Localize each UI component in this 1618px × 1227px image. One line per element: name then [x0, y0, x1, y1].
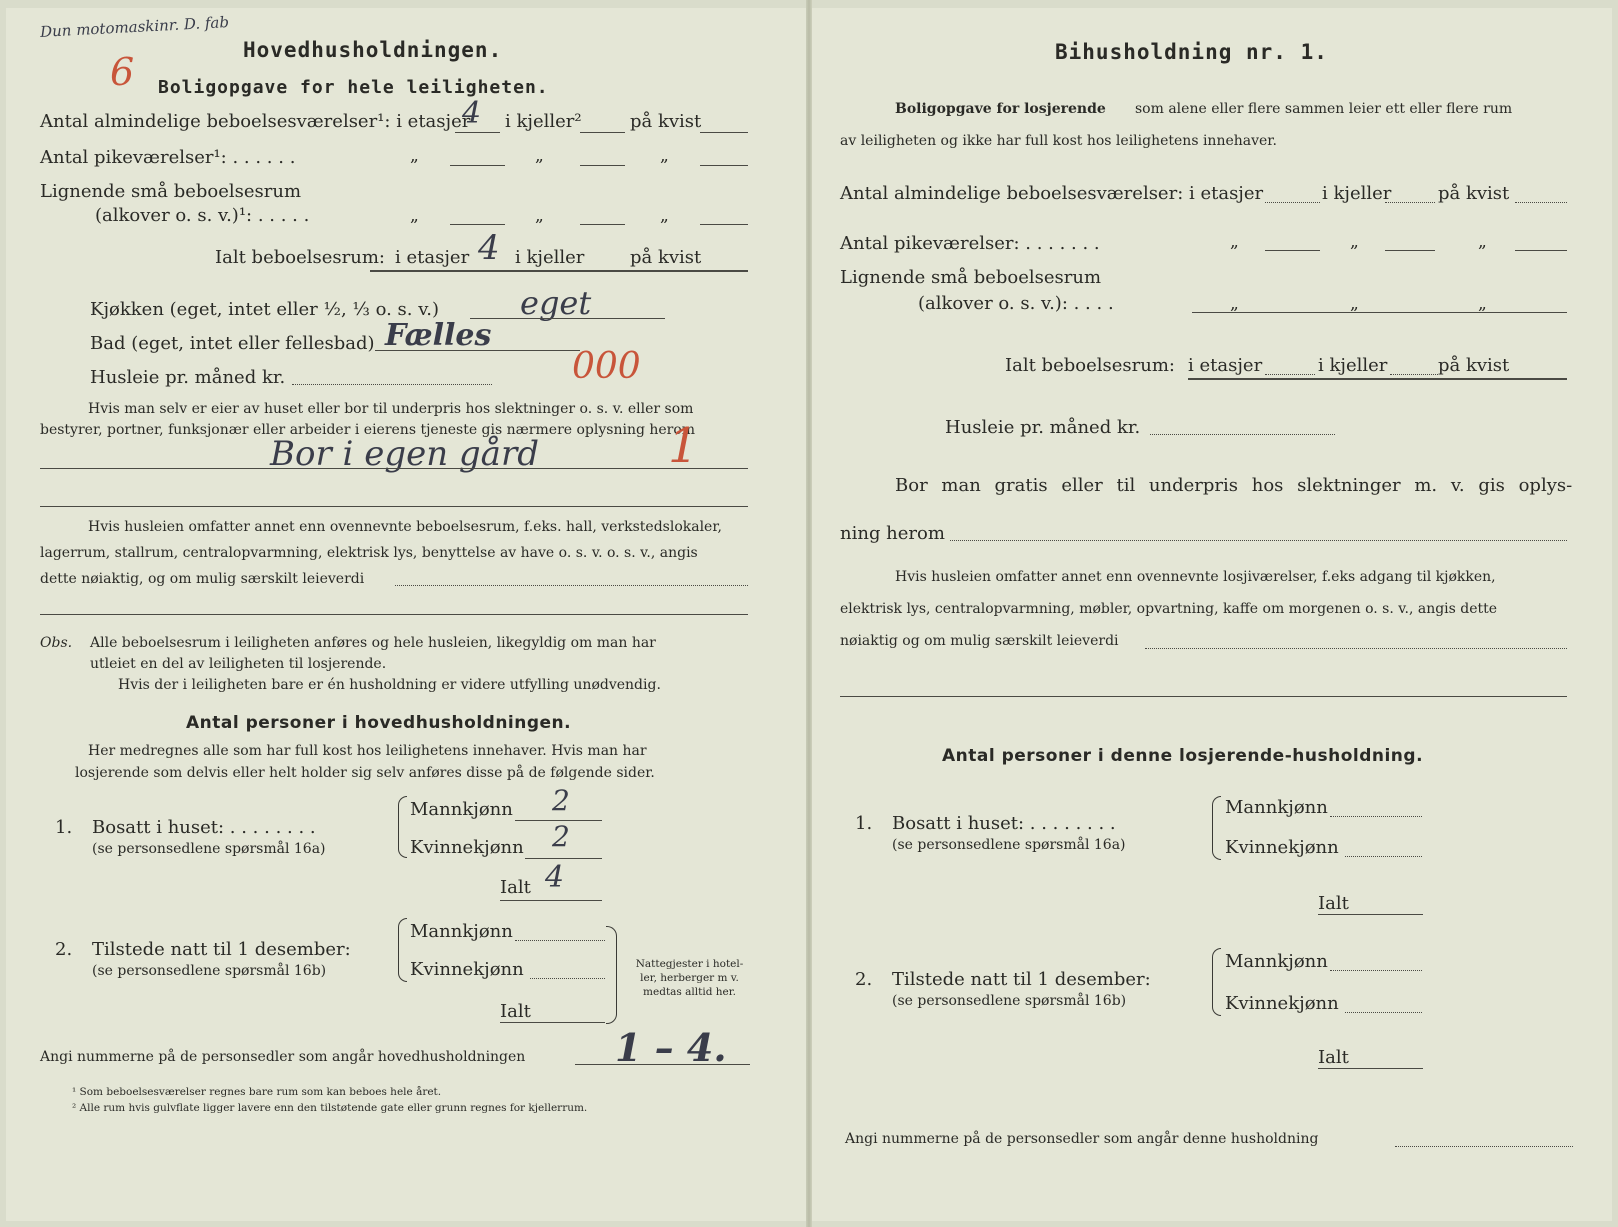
main-subtitle: Boligopgave for hele leiligheten.	[158, 77, 549, 98]
bi-tilstede-kvinne-label: Kvinnekjønn	[1225, 993, 1339, 1014]
ialt-etasjer-label: i etasjer	[395, 247, 470, 268]
bi-tilstede-sub: (se personsedlene spørsmål 16b)	[892, 993, 1127, 1009]
bosatt-kvinne-label: Kvinnekjønn	[410, 837, 524, 858]
eier-text-1: Hvis man selv er eier av huset eller bor til underpris hos slektninger o. s. v. eller som	[88, 401, 694, 417]
bi-kjeller-label: i kjeller	[1322, 183, 1392, 204]
bi-bosatt-ialt-label: Ialt	[1318, 893, 1349, 914]
bi-angi-label: Angi nummerne på de personsedler som angår denne husholdning	[845, 1131, 1319, 1147]
tilstede-note-1: Nattegjester i hotel-	[635, 958, 744, 970]
tilstede-num: 2.	[55, 939, 73, 960]
ialt-rooms-label: Ialt beboelsesrum:	[215, 247, 385, 268]
rooms-etasjer-value[interactable]: 4	[462, 96, 482, 131]
bosatt-ialt-value[interactable]: 4	[545, 860, 565, 895]
bi-title: Bihusholdning nr. 1.	[1055, 40, 1328, 64]
pike-q3: „	[660, 146, 669, 166]
tilstede-label: Tilstede natt til 1 desember:	[92, 939, 351, 960]
bi-ialt-kvist-label: på kvist	[1438, 355, 1510, 376]
persons-text-2: losjerende som delvis eller helt holder sig selv anføres disse på de følgende sider.	[75, 765, 655, 781]
obs-text-3: Hvis der i leiligheten bare er én husholdning er videre utfylling unødvendig.	[118, 677, 661, 693]
bi-intro-1b: som alene eller flere sammen leier ett eller flere rum	[1135, 101, 1513, 117]
bi-bosatt-num: 1.	[855, 813, 873, 834]
omfatter-text-1: Hvis husleien omfatter annet enn ovennevnte beboelsesrum, f.eks. hall, verkstedslokaler,	[88, 519, 722, 535]
pike-q1: „	[410, 146, 419, 166]
bosatt-mann-label: Mannkjønn	[410, 799, 513, 820]
tilstede-kvinne-label: Kvinnekjønn	[410, 959, 524, 980]
eier-text-2: bestyrer, portner, funksjonær eller arbeider i eierens tjeneste gis nærmere oplysning herom	[40, 422, 696, 438]
omfatter-text-2: lagerrum, stallrum, centralopvarmning, elektrisk lys, benyttelse av have o. s. v. o. s. v., angis	[40, 545, 698, 561]
bad-value[interactable]: Fælles	[385, 318, 492, 353]
alkove-label-b: (alkover o. s. v.)¹: . . . . .	[95, 205, 310, 226]
angi-label: Angi nummerne på de personsedler som angår hovedhusholdningen	[40, 1049, 526, 1065]
bosatt-sub: (se personsedlene spørsmål 16a)	[92, 841, 326, 857]
bi-pike-q1: „	[1230, 232, 1239, 252]
bi-tilstede-num: 2.	[855, 969, 873, 990]
bi-gratis-2: ning herom	[840, 523, 945, 544]
bi-rooms-label: Antal almindelige beboelsesværelser: i etasjer	[840, 183, 1264, 204]
rooms-kvist-label: på kvist	[630, 111, 702, 132]
bosatt-label: Bosatt i huset: . . . . . . . .	[92, 817, 316, 838]
obs-text-2: utleiet en del av leiligheten til losjerende.	[90, 656, 387, 672]
bi-intro-2: av leiligheten og ikke har full kost hos leilighetens innehaver.	[840, 133, 1277, 149]
bad-label: Bad (eget, intet eller fellesbad)	[90, 333, 375, 354]
page-fold	[806, 0, 812, 1227]
persons-text-1: Her medregnes alle som har full kost hos leilighetens innehaver. Hvis man har	[88, 743, 647, 759]
tilstede-mann-label: Mannkjønn	[410, 921, 513, 942]
obs-label: Obs.	[40, 635, 73, 651]
bi-intro-1a: Boligopgave for losjerende	[895, 101, 1106, 117]
bi-ialt-label: Ialt beboelsesrum:	[1005, 355, 1175, 376]
eier-value[interactable]: Bor i egen gård	[270, 434, 539, 474]
tilstede-sub: (se personsedlene spørsmål 16b)	[92, 963, 327, 979]
footnote-2: ² Alle rum hvis gulvflate ligger lavere enn den tilstøtende gate eller grunn regnes for kjellerrum.	[72, 1102, 588, 1114]
bi-omfatter-3: nøiaktig og om mulig særskilt leieverdi	[840, 633, 1119, 649]
bi-persons-heading: Antal personer i denne losjerende-husholdning.	[942, 746, 1424, 766]
rooms-label: Antal almindelige beboelsesværelser¹: i etasjer	[40, 111, 471, 132]
tilstede-note-3: medtas alltid her.	[643, 986, 736, 998]
alkove-q2: „	[535, 206, 544, 226]
bi-alkove-label-a: Lignende små beboelsesrum	[840, 267, 1102, 288]
obs-text-1: Alle beboelsesrum i leiligheten anføres og hele husleien, likegyldig om man har	[90, 635, 656, 651]
angi-value[interactable]: 1 – 4.	[615, 1025, 727, 1070]
bi-omfatter-2: elektrisk lys, centralopvarmning, møbler, opvartning, kaffe om morgenen o. s. v., angis dette	[840, 601, 1498, 617]
alkove-label-a: Lignende små beboelsesrum	[40, 181, 302, 202]
kjokken-value[interactable]: eget	[520, 284, 592, 322]
bi-alkove-q3: „	[1478, 294, 1487, 314]
bi-bosatt-kvinne-label: Kvinnekjønn	[1225, 837, 1339, 858]
page-number: 6	[110, 50, 135, 94]
bi-ialt-kjeller-label: i kjeller	[1318, 355, 1388, 376]
bi-tilstede-ialt-label: Ialt	[1318, 1047, 1349, 1068]
alkove-q1: „	[410, 206, 419, 226]
bi-pike-q2: „	[1350, 232, 1359, 252]
eier-mark: 1	[668, 418, 699, 474]
main-title: Hovedhusholdningen.	[243, 38, 503, 62]
tilstede-ialt-label: Ialt	[500, 1001, 531, 1022]
rooms-kjeller-label: i kjeller²	[505, 111, 582, 132]
ialt-kvist-label: på kvist	[630, 247, 702, 268]
bi-alkove-label-b: (alkover o. s. v.): . . . .	[918, 293, 1114, 314]
persons-heading: Antal personer i hovedhusholdningen.	[186, 713, 572, 733]
husleie-value[interactable]: 000	[572, 346, 641, 387]
bosatt-ialt-label: Ialt	[500, 877, 531, 898]
bi-pike-q3: „	[1478, 232, 1487, 252]
bi-husleie-label: Husleie pr. måned kr.	[945, 417, 1141, 438]
bi-pike-label: Antal pikeværelser: . . . . . . .	[840, 233, 1100, 254]
bosatt-kvinne-value[interactable]: 2	[552, 820, 570, 853]
bi-omfatter-1: Hvis husleien omfatter annet enn ovennevnte losjiværelser, f.eks adgang til kjøkken,	[895, 569, 1496, 585]
bi-tilstede-label: Tilstede natt til 1 desember:	[892, 969, 1151, 990]
footnote-1: ¹ Som beboelsesværelser regnes bare rum som kan beboes hele året.	[72, 1086, 442, 1098]
alkove-q3: „	[660, 206, 669, 226]
pike-q2: „	[535, 146, 544, 166]
bosatt-mann-value[interactable]: 2	[552, 784, 570, 817]
bi-bosatt-mann-label: Mannkjønn	[1225, 797, 1328, 818]
pike-label: Antal pikeværelser¹: . . . . . .	[40, 147, 296, 168]
ialt-etasjer-value[interactable]: 4	[478, 228, 500, 268]
tilstede-note-2: ler, herberger m v.	[640, 972, 739, 984]
omfatter-text-3: dette nøiaktig, og om mulig særskilt leieverdi	[40, 571, 365, 587]
bi-tilstede-mann-label: Mannkjønn	[1225, 951, 1328, 972]
ialt-kjeller-label: i kjeller	[515, 247, 585, 268]
bosatt-num: 1.	[55, 817, 73, 838]
husleie-label: Husleie pr. måned kr.	[90, 367, 286, 388]
bi-kvist-label: på kvist	[1438, 183, 1510, 204]
bi-alkove-q1: „	[1230, 294, 1239, 314]
margin-note: Dun motomaskinr. D. fab	[39, 13, 230, 41]
bi-bosatt-sub: (se personsedlene spørsmål 16a)	[892, 837, 1126, 853]
bi-ialt-etasjer-label: i etasjer	[1188, 355, 1263, 376]
bi-bosatt-label: Bosatt i huset: . . . . . . . .	[892, 813, 1116, 834]
bi-gratis-1: Bor man gratis eller til underpris hos slektninger m. v. gis oplys-	[895, 475, 1573, 496]
kjokken-label: Kjøkken (eget, intet eller ½, ⅓ o. s. v.)	[90, 299, 439, 320]
bi-alkove-q2: „	[1350, 294, 1359, 314]
